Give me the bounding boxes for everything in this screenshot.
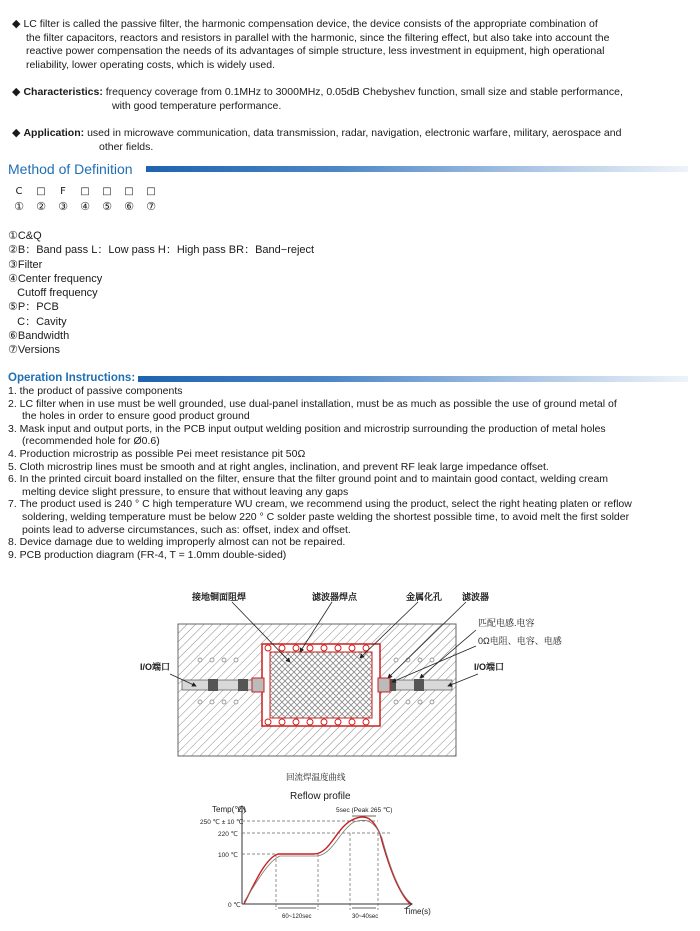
reflow-title-en: Reflow profile: [290, 791, 351, 802]
operation-item-cont: soldering, welding temperature must be below 220 ° C solder paste welding the shortest possible time, to avoid melt the first solder: [22, 510, 630, 523]
definition-item: ⑤P：PCB: [8, 301, 59, 314]
code-number: ①: [14, 200, 24, 213]
intro-line-1: LC filter is called the passive filter, the harmonic compensation device, the device consists of the appropriate combination of: [23, 18, 598, 30]
tick-0: 0 ℃: [228, 902, 241, 909]
operation-title: Operation Instructions:: [8, 372, 136, 384]
operation-item: 2. LC filter when in use must be well grounded, use dual-panel installation, must be as much as possible the use of ground metal of: [8, 397, 617, 410]
tick-250: 250 ℃ ± 10 ℃: [200, 819, 244, 826]
matching-component: [208, 679, 218, 691]
application-label: Application:: [23, 127, 85, 139]
tick-100: 100 ℃: [218, 852, 238, 859]
definition-item: ①C&Q: [8, 230, 42, 242]
code-number: ②: [36, 200, 46, 213]
characteristics-label: Characteristics:: [23, 86, 103, 98]
definition-item: ⑥Bandwidth: [8, 330, 70, 343]
reflow-title-cn: 回流焊温度曲线: [286, 772, 346, 782]
intro-line-4: reliability, lower operating costs, which is widely used.: [26, 58, 275, 71]
span-label-reflow: 30~40sec: [352, 914, 379, 920]
code-number: ⑦: [146, 200, 156, 213]
operation-item: 9. PCB production diagram (FR-4, T = 1.0mm double-sided): [8, 548, 287, 561]
intro-paragraph: [12, 18, 684, 72]
x-axis-label: Time(s): [404, 907, 431, 916]
tick-220: 220 ℃: [218, 831, 238, 838]
label-zero-ohm: 0Ω电阻、电容、电感: [478, 636, 562, 646]
definition-list: [8, 229, 314, 358]
operation-item: 6. In the printed circuit board installed on the filter, ensure that the filter ground point and to maintain good contact, welding cream: [8, 473, 609, 486]
characteristics-text: frequency coverage from 0.1MHz to 3000MHz, 0.05dB Chebyshev function, small size and stable performance,: [105, 86, 623, 98]
label-io-left: I/O端口: [140, 662, 171, 672]
model-number-row: [8, 200, 162, 213]
operation-list: [8, 385, 692, 561]
characteristics-text-2: with good temperature performance.: [112, 99, 282, 112]
method-title: Method of Definition: [8, 161, 133, 177]
y-axis-label: Temp(℃): [212, 805, 246, 814]
code-char: C: [15, 186, 23, 197]
code-char: F: [60, 186, 66, 197]
label-io-right: I/O端口: [474, 662, 505, 672]
span-label-soak: 60~120sec: [282, 914, 312, 920]
diamond-bullet-icon: ◆: [12, 86, 21, 98]
definition-item: ②B：Band pass L：Low pass H：High pass BR：Band−reject: [8, 244, 315, 257]
operation-item-cont: the holes in order to ensure good product ground: [22, 410, 250, 423]
header-gradient-bar: [146, 166, 688, 172]
label-solder-point: 滤波器焊点: [312, 592, 358, 602]
io-pad-left: [252, 678, 264, 692]
operation-item-cont: points lead to adverse circumstances, such as: offset, index and offset.: [22, 523, 351, 536]
reflow-profile-curve: [244, 817, 410, 904]
operation-item-cont: (recommended hole for Ø0.6): [22, 435, 160, 448]
operation-item: 1. the product of passive components: [8, 385, 183, 397]
code-number: ⑤: [102, 200, 112, 213]
io-pad-right: [378, 678, 390, 692]
definition-item: ⑦Versions: [8, 344, 61, 357]
characteristics-paragraph: [12, 86, 684, 113]
matching-component: [414, 679, 424, 691]
method-section-header: [8, 161, 688, 177]
application-paragraph: [12, 127, 684, 154]
code-char: □: [36, 186, 46, 197]
operation-item-cont: melting device slight pressure, to ensure that without leaving any gaps: [22, 485, 349, 498]
operation-item: 8. Device damage due to welding improperly almost can not be repaired.: [8, 536, 346, 549]
label-ground-copper: 接地铜面阻焊: [192, 592, 247, 602]
filter-ground-area: [270, 652, 372, 718]
operation-item: 3. Mask input and output ports, in the PCB input output welding position and microstrip surrounding the production of metal holes: [8, 422, 606, 435]
definition-item: C：Cavity: [8, 315, 67, 328]
reflow-profile-chart: [0, 768, 700, 928]
code-number: ⑥: [124, 200, 134, 213]
label-metal-hole: 金属化孔: [406, 592, 443, 602]
code-char: □: [102, 186, 112, 197]
application-text-2: other fields.: [99, 140, 154, 153]
code-number: ④: [80, 200, 90, 213]
diamond-bullet-icon: ◆: [12, 18, 21, 30]
code-char: □: [146, 186, 156, 197]
operation-item: 5. Cloth microstrip lines must be smooth and at right angles, inclination, and prevent RF leak large impedance offset.: [8, 460, 549, 473]
application-text: used in microwave communication, data transmission, radar, navigation, electronic warfare, military, aerospace and: [87, 127, 622, 139]
model-code-row: [8, 186, 162, 197]
label-filter: 滤波器: [462, 592, 490, 602]
peak-annotation: 5sec (Peak 265 ℃): [336, 807, 393, 814]
code-char: □: [80, 186, 90, 197]
operation-item: 4. Production microstrip as possible Pei meet resistance pit 50Ω: [8, 447, 306, 460]
intro-line-2: the filter capacitors, reactors and resistors in parallel with the harmonic, since the filtering effect, but also take into account the: [26, 31, 610, 44]
definition-item: ③Filter: [8, 258, 43, 271]
code-number: ③: [58, 200, 68, 213]
definition-item: Cutoff frequency: [8, 287, 98, 300]
label-matching: 匹配电感.电容: [478, 618, 535, 628]
header-gradient-bar: [138, 376, 688, 382]
diamond-bullet-icon: ◆: [12, 127, 21, 139]
code-char: □: [124, 186, 134, 197]
definition-item: ④Center frequency: [8, 272, 103, 285]
matching-component: [238, 679, 248, 691]
intro-line-3: reactive power compensation the needs of its advantages of simple structure, less investment in equipment, high operational: [26, 45, 605, 57]
operation-item: 7. The product used is 240 ° C high temperature WU cream, we recommend using the product, select the right heating platen or reflow: [8, 498, 632, 511]
pcb-diagram: [0, 582, 700, 762]
